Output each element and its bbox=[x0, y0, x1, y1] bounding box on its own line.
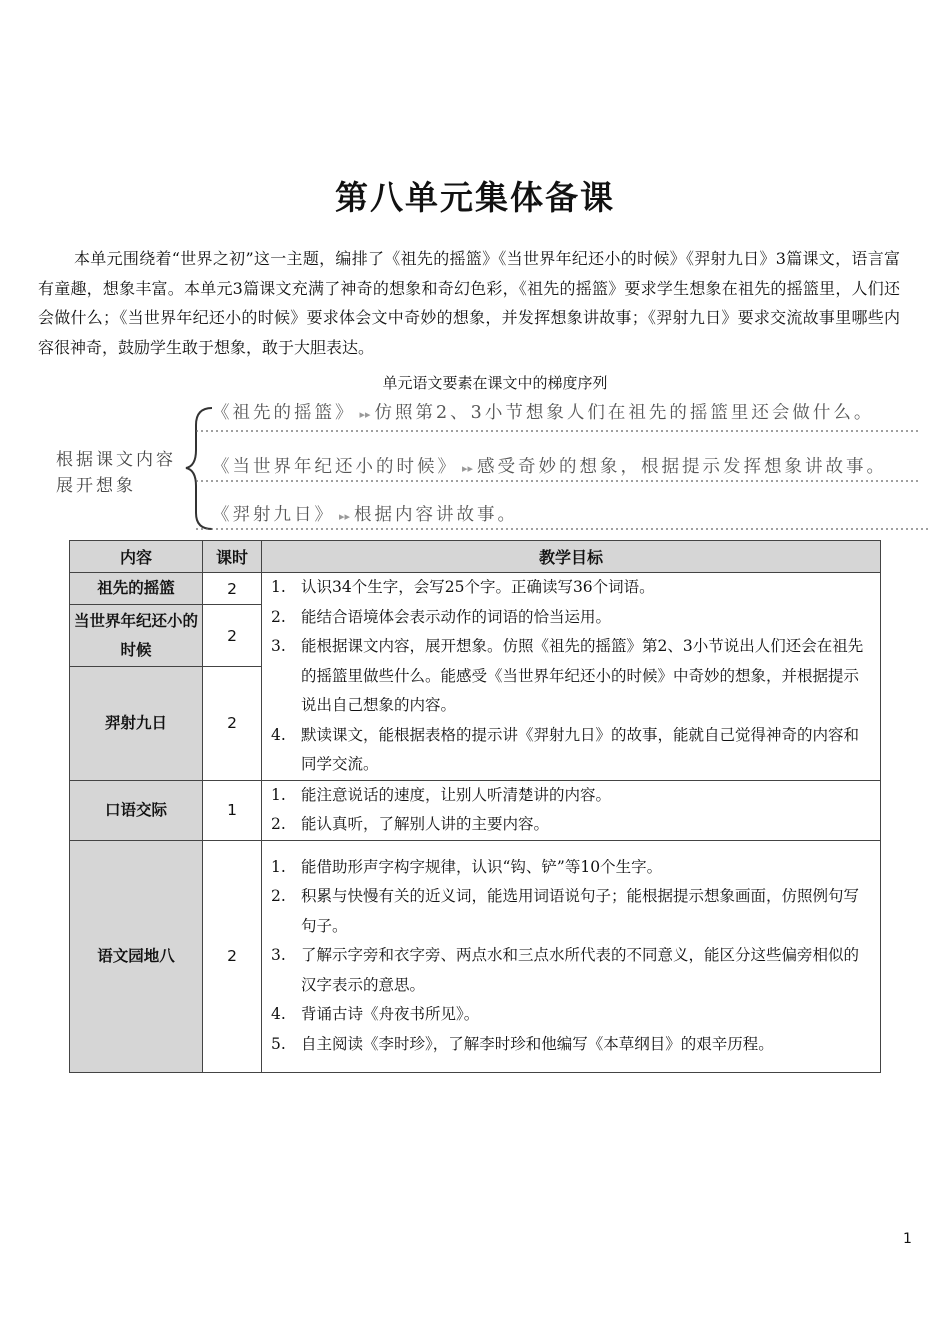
lesson-name: 语文园地八 bbox=[70, 840, 203, 1072]
lesson-name: 当世界年纪还小的时候 bbox=[70, 605, 203, 667]
lesson-goals bbox=[262, 840, 881, 1072]
lesson-hours: 2 bbox=[203, 840, 262, 1072]
header-goals: 教学目标 bbox=[262, 541, 881, 573]
double-arrow-icon: ▸▸ bbox=[462, 462, 474, 475]
page-title: 第八单元集体备课 bbox=[335, 178, 615, 217]
goal-item: 1. 能借助形声字构字规律，认识“钩、铲”等10个生字。 bbox=[271, 857, 663, 876]
goal-item: 2. 积累与快慢有关的近义词，能选用词语说句子；能根据提示想象画面，仿照例句写句子。 bbox=[271, 887, 860, 935]
lesson-name: 口语交际 bbox=[70, 780, 203, 840]
goal-item: 4. 默读课文，能根据表格的提示讲《羿射九日》的故事，能就自己觉得神奇的内容和同学交流。 bbox=[271, 725, 860, 773]
goal-item: 5. 自主阅读《李时珍》，了解李时珍和他编写《本草纲目》的艰辛历程。 bbox=[271, 1034, 774, 1053]
table-row bbox=[70, 573, 881, 605]
lesson-goals bbox=[262, 573, 881, 781]
diagram-branch: 《羿射九日》 ▸▸ 根据内容讲故事。 bbox=[212, 505, 519, 525]
table-row bbox=[70, 780, 881, 840]
lesson-name: 祖先的摇篮 bbox=[70, 573, 203, 605]
goal-item: 3. 了解示字旁和衣字旁、两点水和三点水所代表的不同意义，能区分这些偏旁相似的汉字表示的意思。 bbox=[271, 946, 860, 994]
diagram-caption: 单元语文要素在课文中的梯度序列 bbox=[382, 374, 608, 392]
table-header-row bbox=[70, 541, 881, 573]
diagram-branch: 《当世界年纪还小的时候》 ▸▸ 感受奇妙的想象，根据提示发挥想象讲故事。 bbox=[212, 457, 888, 477]
double-arrow-icon: ▸▸ bbox=[359, 408, 371, 421]
lesson-name: 羿射九日 bbox=[70, 667, 203, 780]
diagram-root-label: 根据课文内容 展开想象 bbox=[56, 450, 176, 496]
goal-item: 3. 能根据课文内容，展开想象。仿照《祖先的摇篮》第2、3小节说出人们还会在祖先的摇篮里做些什么。能感受《当世界年纪还小的时候》中奇妙的想象，并根据提示说出自己想象的内容。 bbox=[271, 637, 864, 714]
lesson-plan-table bbox=[69, 540, 881, 1073]
lesson-hours: 2 bbox=[203, 605, 262, 667]
goal-item: 2. 能结合语境体会表示动作的词语的恰当运用。 bbox=[271, 607, 612, 626]
brace-icon bbox=[186, 408, 212, 529]
lesson-hours: 2 bbox=[203, 573, 262, 605]
goal-item: 4. 背诵古诗《舟夜书所见》。 bbox=[271, 1005, 480, 1024]
page-number: 1 bbox=[903, 1231, 912, 1247]
lesson-hours: 2 bbox=[203, 667, 262, 780]
header-hours: 课时 bbox=[203, 541, 262, 573]
gradient-sequence-diagram bbox=[0, 395, 950, 535]
intro-paragraph: 本单元围绕着“世界之初”这一主题，编排了《祖先的摇篮》《当世界年纪还小的时候》《羿射九日》3篇课文，语言富有童趣，想象丰富。本单元3篇课文充满了神奇的想象和奇幻色彩，《祖先的摇篮》要求学生想象在祖先的摇篮里，人们还会做什么；《当世界年纪还小的时候》要求体会文中奇妙的想象，并发挥想象讲故事；《羿射九日》要求交流故事里哪些内容很神奇，鼓励学生敢于想象，敢于大胆表达。 bbox=[38, 249, 900, 357]
goal-item: 2. 能认真听，了解别人讲的主要内容。 bbox=[271, 815, 550, 833]
lesson-goals bbox=[262, 780, 881, 840]
goal-item: 1. 能注意说话的速度，让别人听清楚讲的内容。 bbox=[271, 785, 612, 804]
header-content: 内容 bbox=[70, 541, 203, 573]
lesson-hours: 1 bbox=[203, 780, 262, 840]
table-row bbox=[70, 840, 881, 1072]
diagram-branch: 《祖先的摇篮》 ▸▸ 仿照第2、3小节想象人们在祖先的摇篮里还会做什么。 bbox=[212, 403, 875, 423]
double-arrow-icon: ▸▸ bbox=[339, 510, 351, 523]
goal-item: 1. 认识34个生字，会写25个字。正确读写36个词语。 bbox=[271, 578, 655, 596]
